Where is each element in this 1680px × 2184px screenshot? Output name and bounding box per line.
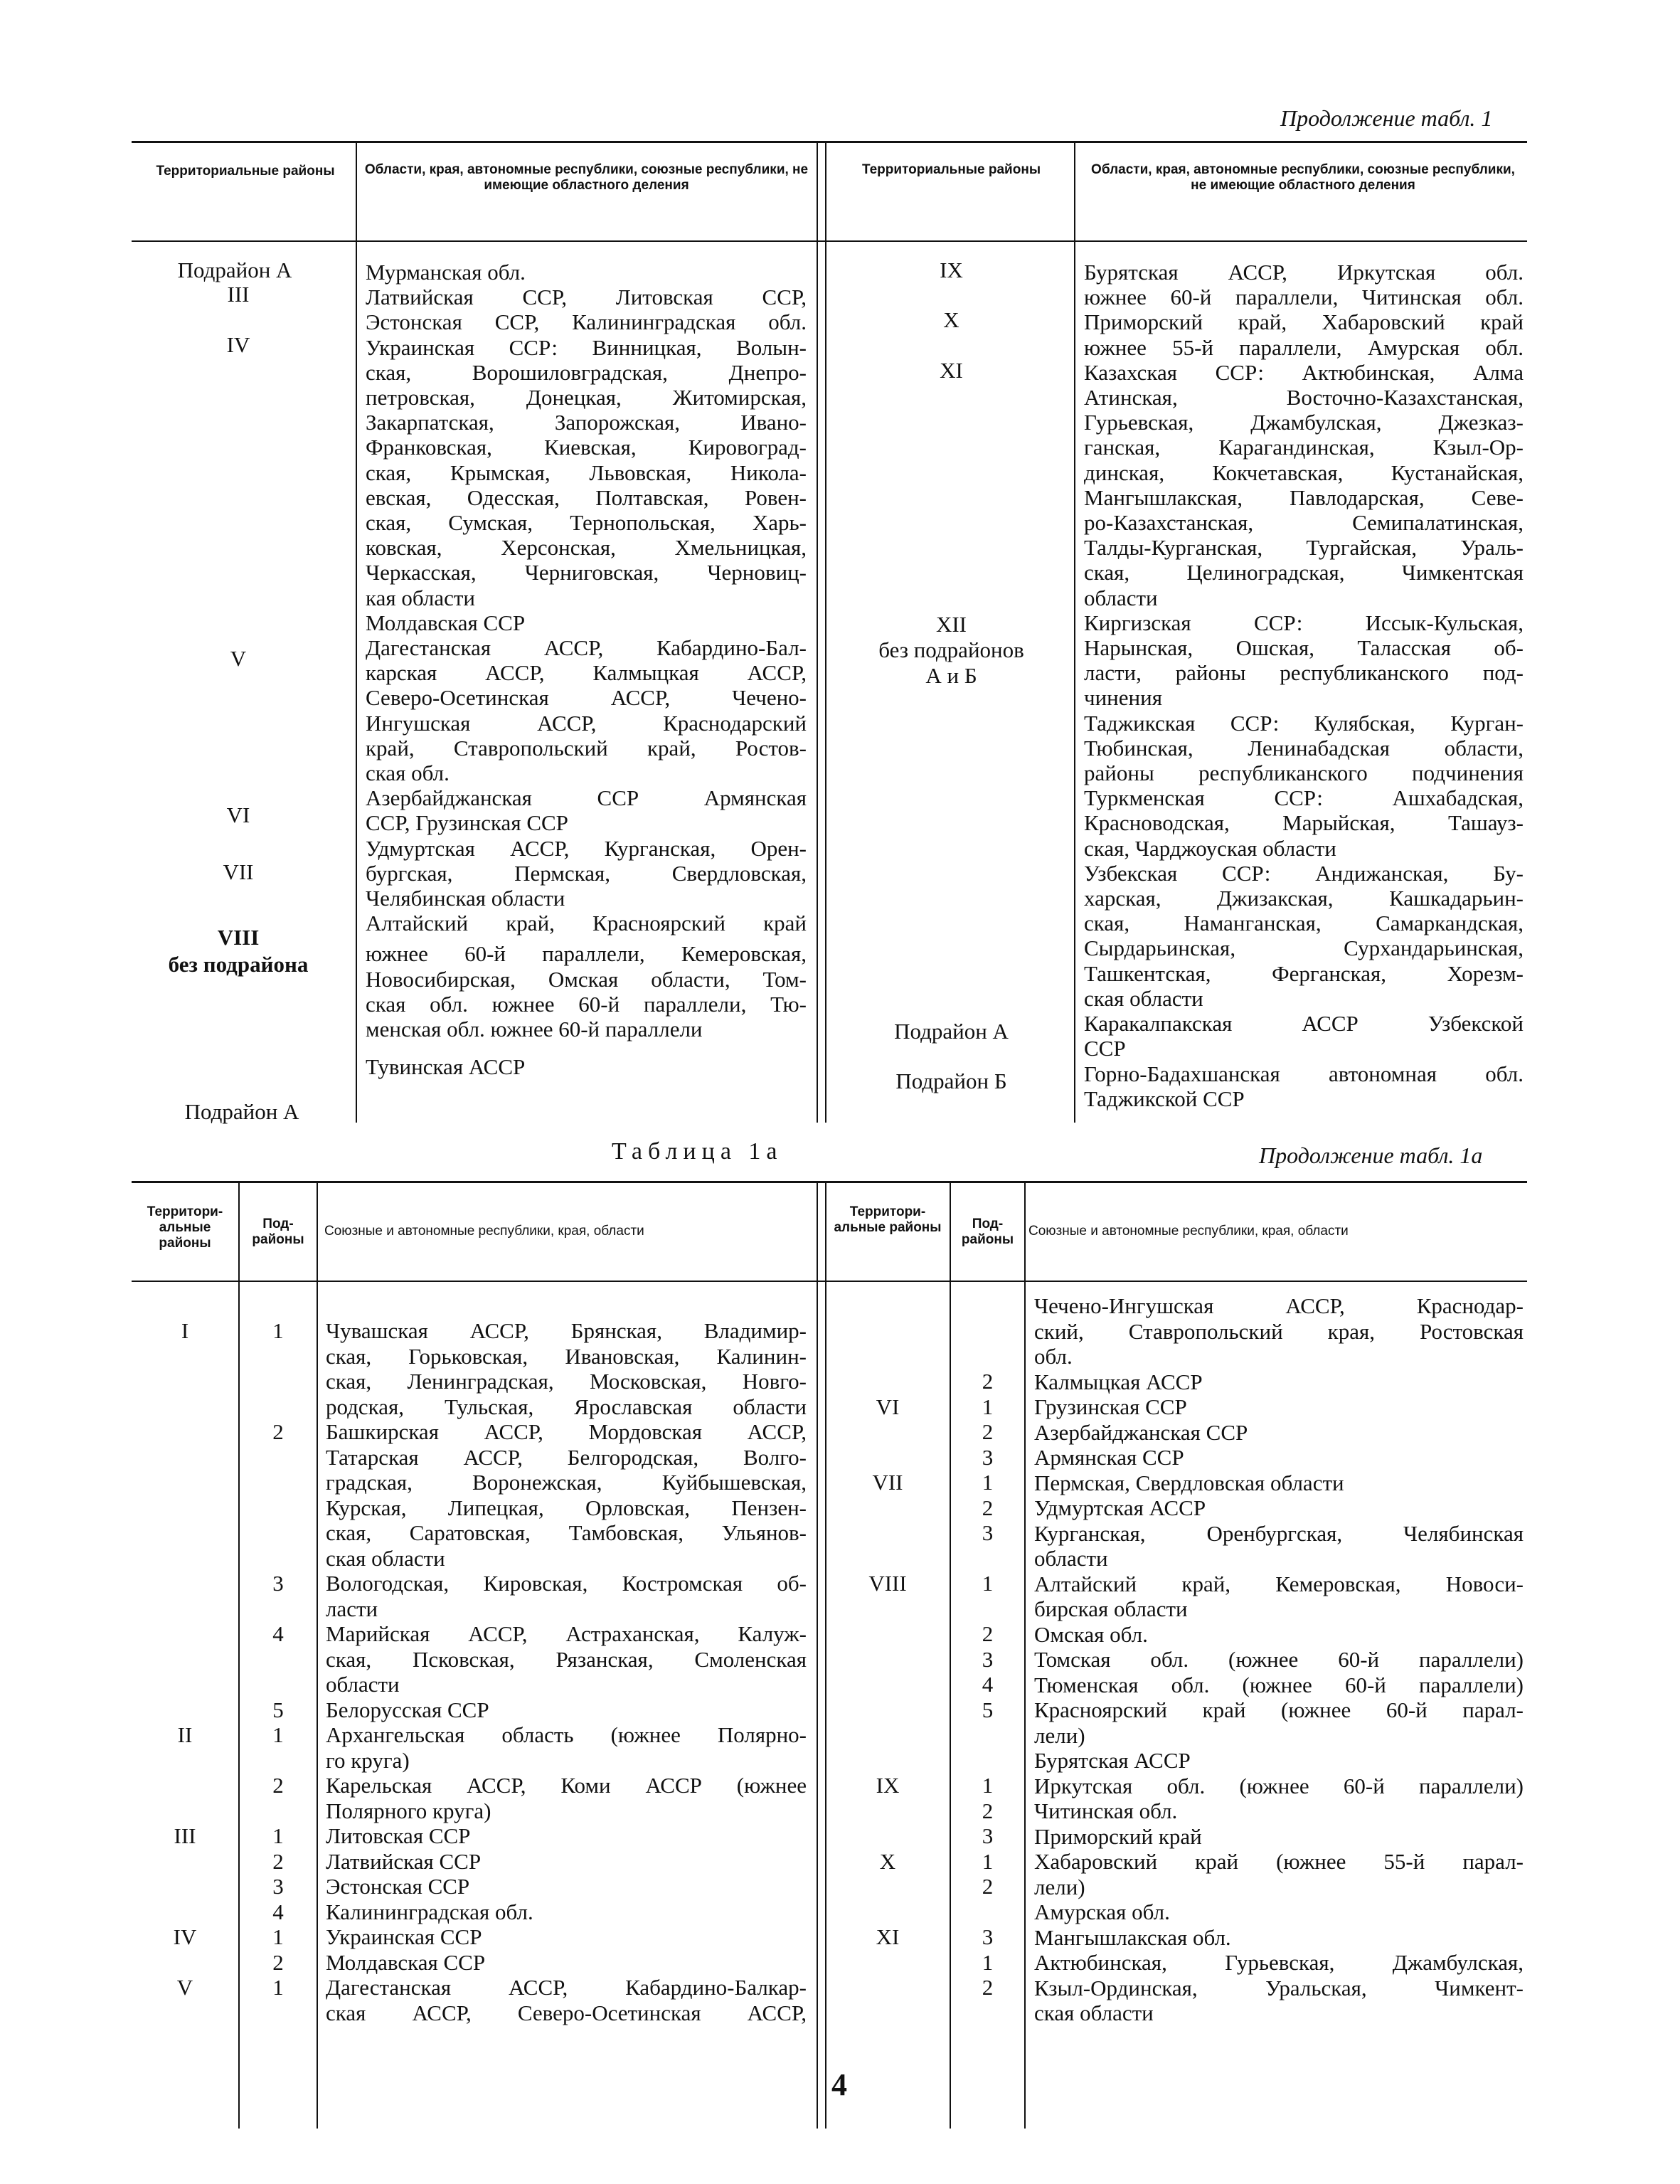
bottom-left-line: Молдавская ССР (326, 1949, 486, 1975)
top-right-line: Горно-Бадахшанская автономная обл. (1084, 1061, 1524, 1086)
bottom-left-line: ская области (326, 1545, 445, 1571)
top-left-line: ская, Крымская, Львовская, Никола- (366, 460, 807, 485)
bottom-left-line: Калининградская обл. (326, 1899, 533, 1924)
top-right-label-ix: IX (940, 258, 963, 282)
bottom-right-line: Чечено-Ингушская АССР, Краснодар- (1034, 1293, 1524, 1318)
top-right-line: динская, Кокчетавская, Кустанайская, (1084, 460, 1524, 485)
top-right-line: ССР (1084, 1036, 1126, 1061)
bottom-left-col-divider-2 (317, 1181, 318, 2129)
bottom-left-sub: 1 (272, 1823, 284, 1848)
top-left-line: Северо-Осетинская АССР, Чечено- (366, 685, 807, 711)
top-center-divider-b (825, 141, 826, 1123)
top-right-line: Ташкентская, Ферганская, Хорезм- (1084, 960, 1524, 986)
bottom-right-region-vi: VI (876, 1394, 900, 1419)
bottom-table-rule-header (132, 1281, 1527, 1282)
top-right-line: Туркменская ССР: Ашхабадская, (1084, 785, 1524, 811)
bottom-right-sub: 1 (982, 1394, 994, 1419)
bottom-left-line: Чувашская АССР, Брянская, Владимир- (326, 1318, 807, 1343)
top-left-line: край, Ставропольский край, Ростов- (366, 735, 807, 760)
top-left-line: Закарпатская, Запорожская, Ивано- (366, 410, 807, 435)
bottom-right-line: Тюменская обл. (южнее 60-й параллели) (1034, 1672, 1524, 1697)
bottom-left-region-ii: II (177, 1722, 193, 1747)
bottom-right-header-region: Территори-альные районы (834, 1204, 942, 1235)
bottom-right-sub: 3 (982, 1647, 994, 1672)
top-right-line: ская, Наманганская, Самаркандская, (1084, 911, 1524, 936)
bottom-left-sub: 2 (272, 1419, 284, 1444)
top-table-rule-top (132, 141, 1527, 143)
bottom-left-line: Курская, Липецкая, Орловская, Пензен- (326, 1495, 807, 1520)
bottom-center-divider-a (817, 1181, 818, 2129)
bottom-right-areas-list (1034, 1293, 1524, 2026)
bottom-right-region-viii: VIII (868, 1571, 907, 1596)
top-left-label-vii: VII (223, 859, 254, 884)
bottom-right-sub: 1 (982, 1773, 994, 1798)
top-left-header-areas: Области, края, автономные республики, союзные республики, не имеющие областного деления (364, 162, 809, 193)
bottom-left-line: ласти (326, 1596, 378, 1621)
top-right-line: области (1084, 585, 1158, 610)
top-left-label-subregion-a: Подрайон А (177, 258, 292, 282)
top-left-line: евская, Одесская, Полтавская, Ровен- (366, 484, 807, 510)
top-left-col-divider (356, 141, 357, 1123)
top-left-line: кая области (366, 585, 475, 610)
top-right-label-subregion-b: Подрайон Б (895, 1069, 1007, 1093)
bottom-right-line: бирская области (1034, 1596, 1188, 1621)
top-left-line: ская, Ворошиловградская, Днепро- (366, 359, 807, 385)
top-left-label-viii: VIII (217, 925, 260, 950)
bottom-right-line: Калмыцкая АССР (1034, 1369, 1203, 1394)
top-left-line: ская, Сумская, Тернопольская, Харь- (366, 510, 807, 536)
top-right-line: ская, Целиноградская, Чимкентская (1084, 560, 1524, 585)
bottom-right-sub: 4 (982, 1672, 994, 1697)
top-right-label-a-and-b: А и Б (925, 663, 977, 688)
bottom-right-line: Пермская, Свердловская области (1034, 1470, 1344, 1495)
top-right-line: Мангышлакская, Павлодарская, Севе- (1084, 484, 1524, 510)
bottom-right-sub: 2 (982, 1495, 994, 1520)
top-left-line: Франковская, Киевская, Кировоград- (366, 435, 807, 460)
bottom-right-line: Азербайджанская ССР (1034, 1419, 1248, 1445)
bottom-left-line: ская, Псковская, Рязанская, Смоленская (326, 1646, 807, 1672)
top-table-rule-header (132, 240, 1527, 242)
top-left-line: Украинская ССР: Винницкая, Волын- (366, 334, 807, 360)
top-right-line: Сырдарьинская, Сурхандарьинская, (1084, 935, 1524, 961)
bottom-right-sub: 3 (982, 1520, 994, 1545)
bottom-right-line: лели) (1034, 1874, 1085, 1899)
bottom-right-sub: 1 (982, 1470, 994, 1495)
page-number: 4 (831, 2067, 847, 2102)
top-left-line: петровская, Донецкая, Житомирская, (366, 385, 807, 410)
top-left-line: южнее 60-й параллели, Кемеровская, (366, 941, 807, 967)
bottom-right-line: Иркутская обл. (южнее 60-й параллели) (1034, 1773, 1524, 1798)
bottom-right-line: лели) (1034, 1722, 1085, 1748)
bottom-left-region-i: I (181, 1318, 189, 1343)
bottom-left-line: области (326, 1672, 400, 1697)
top-right-header-region: Территориальные районы (861, 162, 1041, 177)
bottom-right-line: Алтайский край, Кемеровская, Новоси- (1034, 1571, 1524, 1596)
top-left-line: Молдавская ССР (366, 610, 526, 635)
top-left-label-without-subregion: без подрайона (168, 952, 309, 977)
bottom-left-line: ская, Саратовская, Тамбовская, Ульянов- (326, 1520, 807, 1545)
top-left-line: Алтайский край, Красноярский край (366, 911, 807, 936)
top-left-line: ССР, Грузинская ССР (366, 810, 568, 836)
top-center-divider-a (817, 141, 818, 1123)
bottom-left-sub: 2 (272, 1950, 284, 1975)
bottom-left-sub: 5 (272, 1697, 284, 1722)
top-right-col-divider (1074, 141, 1075, 1123)
bottom-left-line: Белорусская ССР (326, 1697, 489, 1722)
bottom-table-rule-top (132, 1181, 1527, 1183)
bottom-left-line: Татарская АССР, Белгородская, Волго- (326, 1444, 807, 1470)
bottom-left-sub: 1 (272, 1975, 284, 2000)
bottom-right-header-sub: Под-районы (961, 1216, 1014, 1247)
bottom-right-line: Кзыл-Ординская, Уральская, Чимкент- (1034, 1975, 1524, 2000)
top-right-label-without-subregions: без подрайонов (878, 637, 1024, 662)
bottom-right-line: обл. (1034, 1344, 1073, 1369)
top-left-label-vi: VI (226, 802, 250, 827)
bottom-right-line: Томская обл. (южнее 60-й параллели) (1034, 1647, 1524, 1672)
bottom-left-sub: 1 (272, 1924, 284, 1949)
top-left-line: Эстонская ССР, Калининградская обл. (366, 309, 807, 335)
bottom-left-sub: 2 (272, 1773, 284, 1798)
bottom-right-line: Мангышлакская обл. (1034, 1924, 1231, 1950)
top-left-label-v: V (230, 646, 247, 671)
top-left-line: менская обл. южнее 60-й параллели (366, 1017, 703, 1042)
bottom-left-line: Литовская ССР (326, 1823, 471, 1848)
top-right-line: чинения (1084, 685, 1162, 711)
top-left-line: Ингушская АССР, Краснодарский (366, 710, 807, 736)
top-left-line: ская обл. (366, 760, 450, 786)
top-right-line: ская области (1084, 985, 1203, 1011)
top-right-label-subregion-a: Подрайон А (894, 1019, 1009, 1044)
top-left-label-iv: IV (226, 332, 250, 357)
bottom-left-header-sub: Под-районы (252, 1216, 304, 1247)
top-left-label-subregion-a-2: Подрайон А (184, 1099, 299, 1124)
bottom-left-header-areas: Союзные и автономные республики, края, области (324, 1224, 644, 1239)
top-right-line: Тюбинская, Ленинабадская области, (1084, 735, 1524, 760)
top-right-line: ская, Чарджоуская области (1084, 835, 1336, 861)
bottom-left-line: градская, Воронежская, Куйбышевская, (326, 1470, 807, 1495)
bottom-right-line: ская области (1034, 2000, 1154, 2025)
bottom-right-region-x: X (879, 1849, 896, 1874)
top-right-line: южнее 60-й параллели, Читинская обл. (1084, 285, 1524, 310)
top-left-line: бургская, Пермская, Свердловская, (366, 860, 807, 886)
bottom-right-sub: 2 (982, 1621, 994, 1646)
bottom-right-header-areas: Союзные и автономные республики, края, области (1028, 1224, 1349, 1239)
bottom-right-line: Читинская обл. (1034, 1798, 1178, 1823)
bottom-right-sub: 2 (982, 1419, 994, 1444)
top-right-line: Каракалпакская АССР Узбекской (1084, 1011, 1524, 1037)
top-left-line: Латвийская ССР, Литовская ССР, (366, 285, 807, 310)
bottom-table-title: Таблица 1а (612, 1138, 783, 1165)
bottom-right-sub: 3 (982, 1823, 994, 1848)
top-right-line: ласти, районы республиканского под- (1084, 660, 1524, 686)
bottom-left-sub: 3 (272, 1874, 284, 1899)
bottom-right-sub: 3 (982, 1445, 994, 1470)
top-right-line: Атинская, Восточно-Казахстанская, (1084, 385, 1524, 410)
bottom-left-sub: 3 (272, 1571, 284, 1596)
top-right-line: Киргизская ССР: Иссык-Кульская, (1084, 610, 1524, 635)
bottom-left-region-iii: III (174, 1823, 196, 1848)
top-right-label-xi: XI (940, 358, 963, 383)
bottom-right-sub: 2 (982, 1798, 994, 1823)
bottom-right-line: Красноярский край (южнее 60-й парал- (1034, 1697, 1524, 1722)
bottom-right-sub: 1 (982, 1849, 994, 1874)
top-left-line: Азербайджанская ССР Армянская (366, 785, 807, 811)
bottom-right-line: Омская обл. (1034, 1621, 1148, 1647)
top-left-line: ковская, Херсонская, Хмельницкая, (366, 535, 807, 561)
top-right-line: южнее 55-й параллели, Амурская обл. (1084, 334, 1524, 360)
bottom-right-line: Амурская обл. (1034, 1899, 1170, 1924)
bottom-right-col-divider-2 (1024, 1181, 1026, 2129)
bottom-right-line: Приморский край (1034, 1823, 1202, 1849)
top-right-line: ро-Казахстанская, Семипалатинская, (1084, 510, 1524, 536)
top-right-line: Красноводская, Марыйская, Ташауз- (1084, 810, 1524, 836)
top-right-line: Гурьевская, Джамбулская, Джезказ- (1084, 410, 1524, 435)
bottom-left-line: ская, Горьковская, Ивановская, Калинин- (326, 1343, 807, 1369)
top-right-line: районы республиканского подчинения (1084, 760, 1524, 786)
bottom-right-line: Актюбинская, Гурьевская, Джамбулская, (1034, 1950, 1524, 1975)
bottom-left-region-v: V (176, 1975, 193, 2000)
top-right-line: Казахская ССР: Актюбинская, Алма (1084, 359, 1524, 385)
bottom-left-sub: 4 (272, 1621, 284, 1646)
bottom-right-line: Грузинская ССР (1034, 1394, 1187, 1419)
top-left-label-iii: III (227, 282, 250, 307)
top-right-line: Таджикской ССР (1084, 1086, 1245, 1111)
bottom-left-line: Латвийская ССР (326, 1848, 482, 1874)
top-caption: Продолжение табл. 1 (1280, 105, 1493, 131)
top-right-header-areas: Области, края, автономные республики, союзные республики, не имеющие областного деления (1091, 162, 1515, 193)
bottom-right-sub: 2 (982, 1975, 994, 2000)
bottom-left-line: Башкирская АССР, Мордовская АССР, (326, 1419, 807, 1444)
top-right-line: Бурятская АССР, Иркутская обл. (1084, 260, 1524, 285)
top-right-line: Таджикская ССР: Кулябская, Курган- (1084, 710, 1524, 736)
bottom-left-line: Вологодская, Кировская, Костромская об- (326, 1571, 807, 1596)
bottom-caption: Продолжение табл. 1а (1259, 1143, 1483, 1168)
top-right-line: Нарынская, Ошская, Таласская об- (1084, 635, 1524, 661)
bottom-right-line: ский, Ставропольский края, Ростовская (1034, 1318, 1524, 1344)
bottom-left-line: Карельская АССР, Коми АССР (южнее (326, 1773, 807, 1798)
bottom-left-sub: 1 (272, 1722, 284, 1747)
top-left-line: Тувинская АССР (366, 1054, 526, 1080)
top-left-line: Удмуртская АССР, Курганская, Орен- (366, 835, 807, 861)
bottom-left-region-iv: IV (173, 1924, 197, 1949)
top-right-line: ганская, Карагандинская, Кзыл-Ор- (1084, 435, 1524, 460)
bottom-left-sub: 1 (272, 1318, 284, 1343)
bottom-right-line: Бурятская АССР (1034, 1748, 1191, 1773)
bottom-right-region-vii: VII (872, 1470, 903, 1495)
bottom-left-line: Эстонская ССР (326, 1874, 470, 1899)
bottom-center-divider-b (825, 1181, 826, 2129)
bottom-left-line: Полярного круга) (326, 1798, 491, 1823)
bottom-right-sub: 1 (982, 1571, 994, 1596)
bottom-right-line: Курганская, Оренбургская, Челябинская (1034, 1520, 1524, 1546)
bottom-left-line: родская, Тульская, Ярославская области (326, 1394, 807, 1419)
bottom-right-line: области (1034, 1546, 1108, 1571)
bottom-right-line: Хабаровский край (южнее 55-й парал- (1034, 1849, 1524, 1874)
bottom-left-sub: 4 (272, 1899, 284, 1924)
bottom-left-line: Архангельская область (южнее Полярно- (326, 1722, 807, 1747)
bottom-right-sub: 3 (982, 1924, 994, 1949)
top-right-line: Узбекская ССР: Андижанская, Бу- (1084, 860, 1524, 886)
top-left-line: Черкасская, Черниговская, Черновиц- (366, 560, 807, 585)
bottom-right-line: Армянская ССР (1034, 1445, 1184, 1470)
top-right-line: Талды-Курганская, Тургайская, Ураль- (1084, 535, 1524, 561)
bottom-left-line: ская АССР, Северо-Осетинская АССР, (326, 2000, 807, 2025)
top-right-label-x: X (943, 307, 959, 332)
top-left-line: карская АССР, Калмыцкая АССР, (366, 660, 807, 686)
bottom-left-line: Марийская АССР, Астраханская, Калуж- (326, 1621, 807, 1646)
top-left-line: Мурманская обл. (366, 260, 526, 285)
bottom-right-region-ix: IX (876, 1773, 900, 1798)
bottom-right-region-xi: XI (876, 1924, 900, 1949)
bottom-left-sub: 2 (272, 1849, 284, 1874)
top-left-line: Дагестанская АССР, Кабардино-Бал- (366, 635, 807, 661)
bottom-left-header-region: Территори-альные районы (147, 1204, 223, 1251)
bottom-right-sub: 5 (982, 1697, 994, 1722)
top-right-label-xii: XII (935, 612, 967, 637)
top-left-line: ская обл. южнее 60-й параллели, Тю- (366, 991, 807, 1017)
top-right-areas-list (1084, 260, 1524, 1111)
bottom-left-line: го круга) (326, 1747, 410, 1773)
bottom-right-sub: 2 (982, 1369, 994, 1394)
top-right-line: Приморский край, Хабаровский край (1084, 309, 1524, 335)
bottom-left-line: Дагестанская АССР, Кабардино-Балкар- (326, 1975, 807, 2000)
top-left-areas-list (366, 260, 807, 1080)
bottom-left-line: ская, Ленинградская, Московская, Новго- (326, 1369, 807, 1394)
top-left-header-region: Территориальные районы (156, 164, 335, 179)
top-right-line: харская, Джизакская, Кашкадарьин- (1084, 886, 1524, 911)
top-left-line: Новосибирская, Омская области, Том- (366, 966, 807, 992)
top-left-line: Челябинская области (366, 886, 565, 911)
bottom-left-areas-list (326, 1318, 807, 2025)
bottom-left-line: Украинская ССР (326, 1924, 482, 1949)
bottom-right-line: Удмуртская АССР (1034, 1495, 1206, 1520)
bottom-right-sub: 1 (982, 1950, 994, 1975)
bottom-right-sub: 2 (982, 1874, 994, 1899)
